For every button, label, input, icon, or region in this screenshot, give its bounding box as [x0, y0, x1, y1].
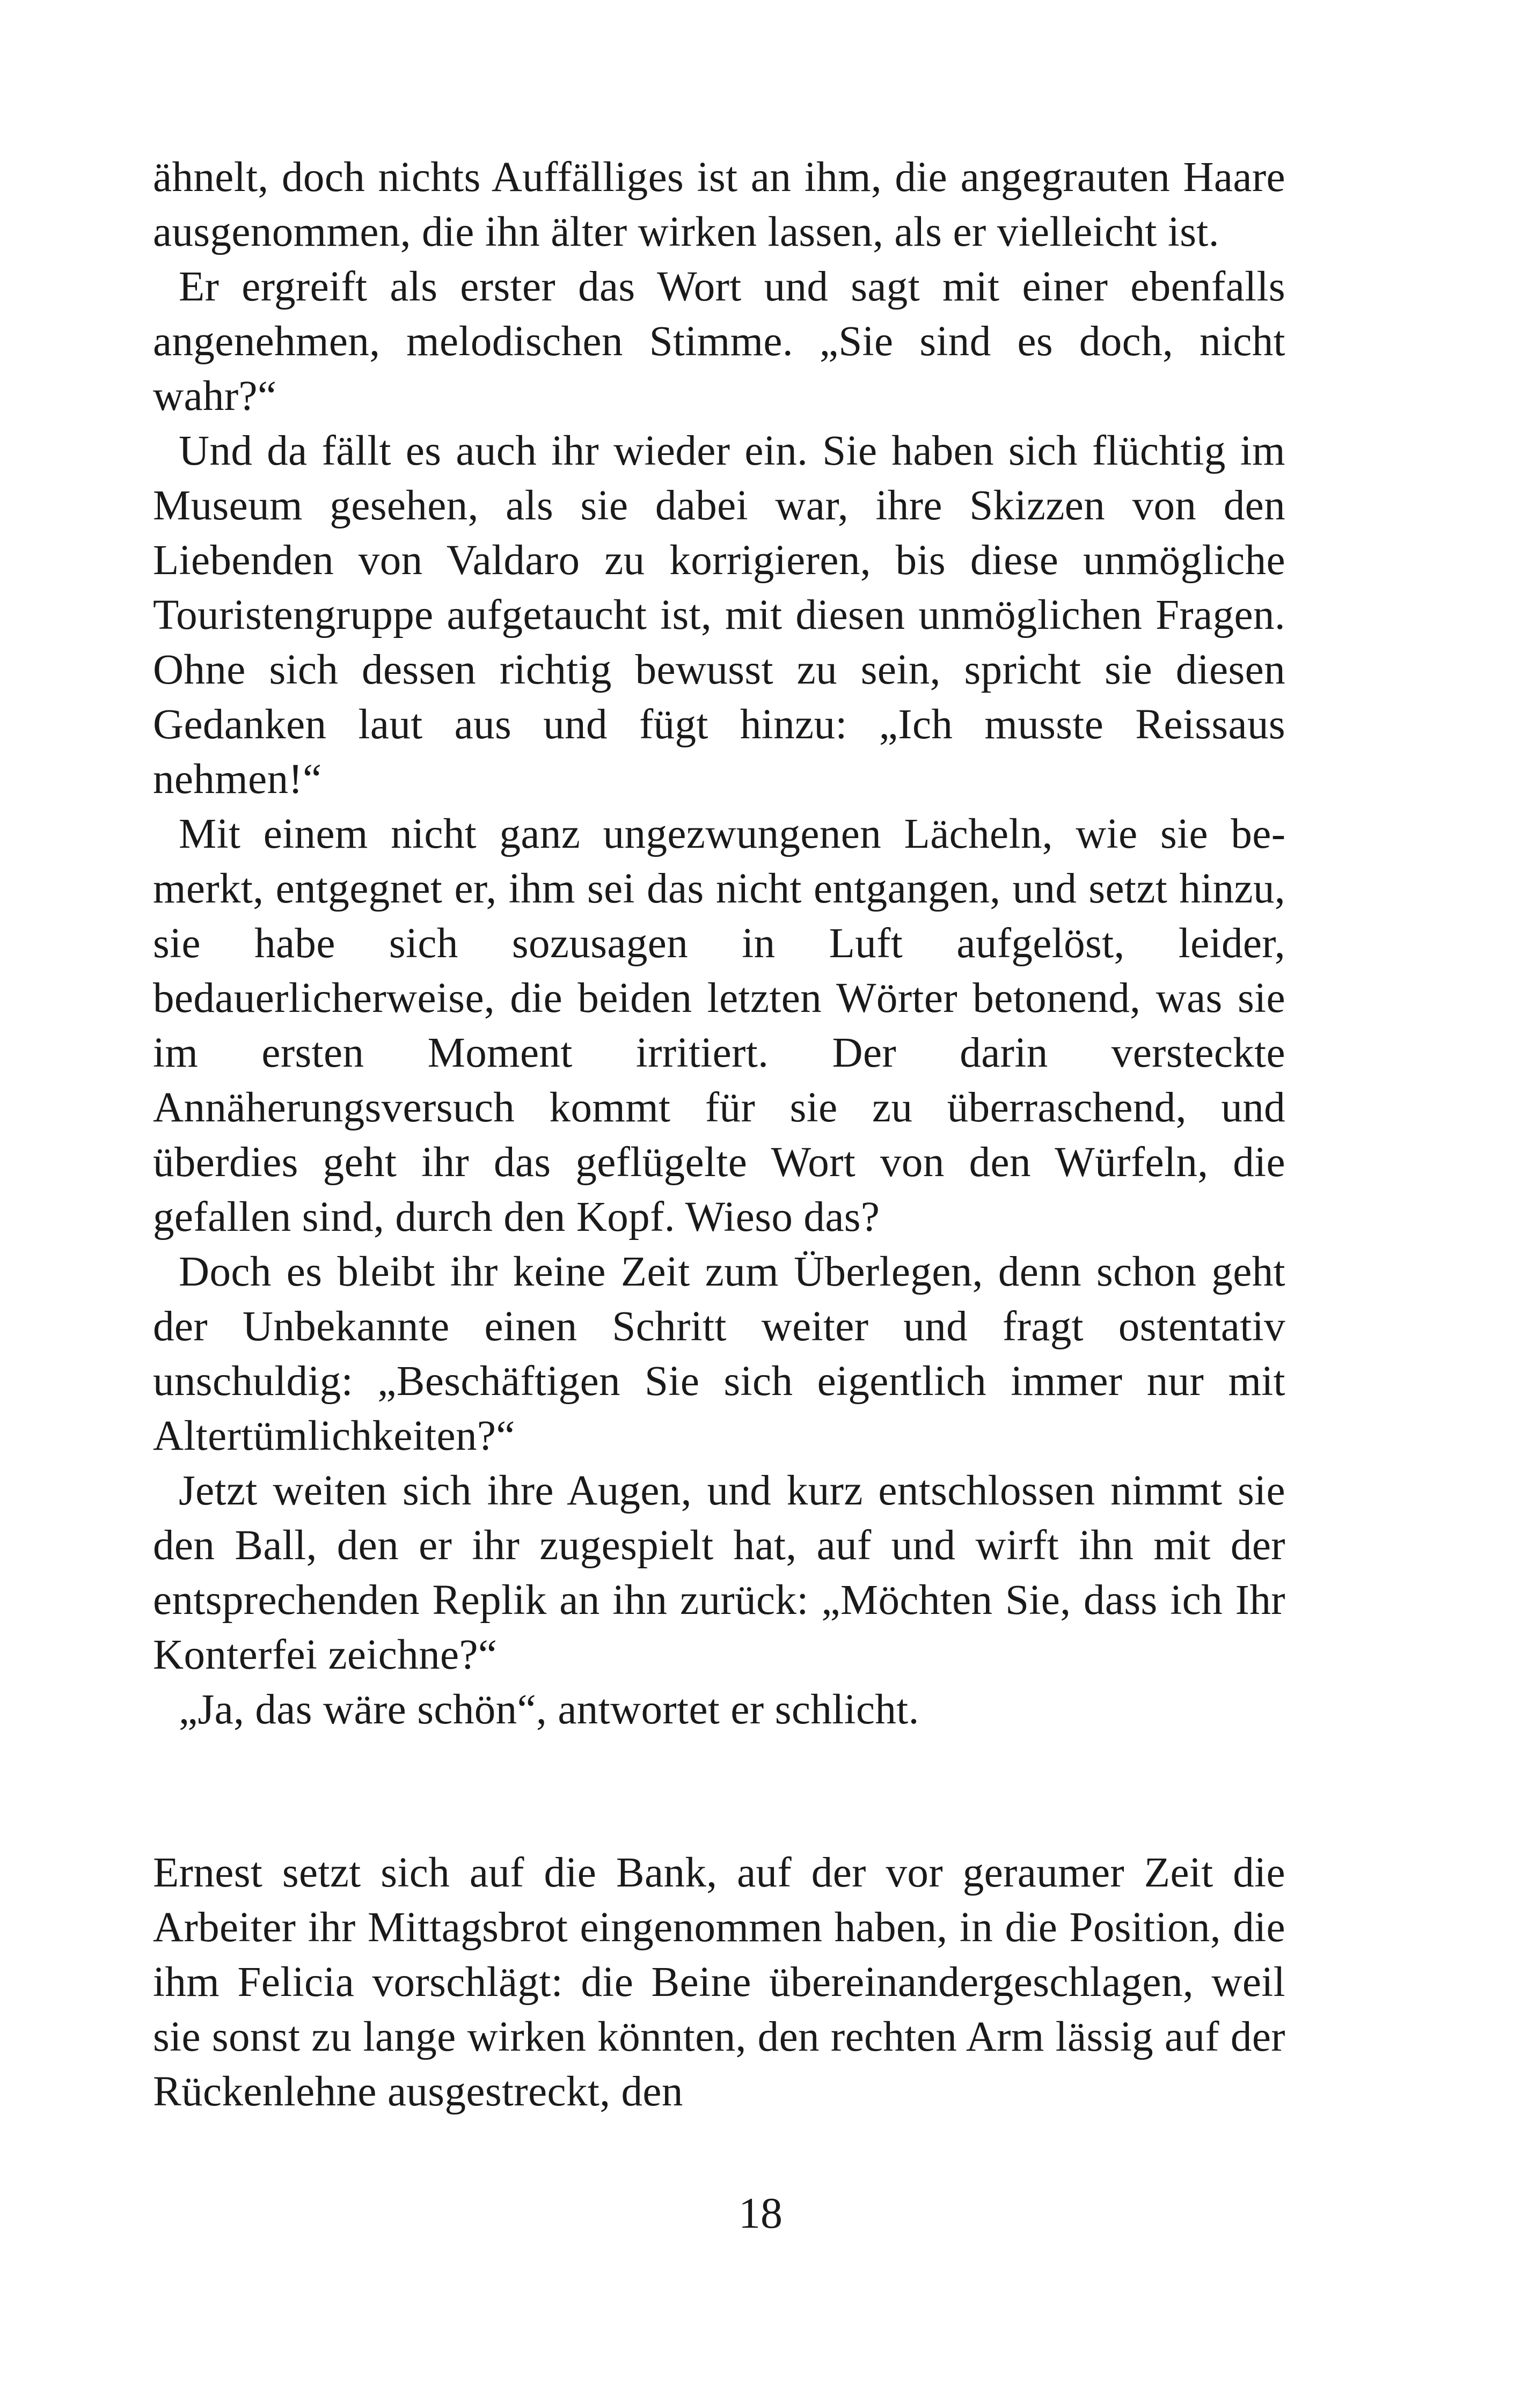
paragraph: Er ergreift als erster das Wort und sagt mit einer ebenfalls angenehmen, melodischen Stimme. „Sie sind es doch, nicht wahr?“ — [153, 263, 1285, 420]
paragraph: Ernest setzt sich auf die Bank, auf der vor geraumer Zeit die Arbeiter ihr Mittagsbrot eingenommen haben, in die Position, die ihm Felicia vorschlägt: die Beine übereinandergeschlagen, weil sie sonst zu lange wirken könnten, den rechten Arm lässig auf der Rückenlehne ausgestreckt, den — [153, 1849, 1285, 2115]
paragraph: Und da fällt es auch ihr wieder ein. Sie haben sich flüchtig im Museum gesehen, als sie dabei war, ihre Skizzen von den Liebenden von Valdaro zu korrigieren, bis diese unmögliche Touristengruppe aufgetaucht ist, mit diesen unmöglichen Fragen. Ohne sich dessen richtig bewusst zu sein, spricht sie diesen Gedanken laut aus und fügt hinzu: „Ich musste Reissaus nehmen!“ — [153, 428, 1285, 803]
text-block-bottom — [153, 1846, 1285, 2119]
paragraph: Mit einem nicht ganz ungezwungenen Lächeln, wie sie bemerkt, entgegnet er, ihm sei das nicht entgangen, und setzt hinzu, sie habe sich sozusagen in Luft aufgelöst, leider, bedauerlicherweise, die beiden letzten Wörter betonend, was sie im ersten Moment irritiert. Der darin versteckte Annäherungsversuch kommt für sie zu überraschend, und überdies geht ihr das geflügelte Wort von den Würfeln, die gefallen sind, durch den Kopf. Wieso das? — [153, 811, 1285, 1240]
paragraph: ähnelt, doch nichts Auffälliges ist an ihm, die angegrauten Haare ausgenommen, die ihn älter wirken lassen, als er vielleicht ist. — [153, 154, 1285, 255]
paragraph: „Ja, das wäre schön“, antwortet er schlicht. — [179, 1686, 919, 1733]
paragraph: Jetzt weiten sich ihre Augen, und kurz entschlossen nimmt sie den Ball, den er ihr zugespielt hat, auf und wirft ihn mit der entsprechenden Replik an ihn zurück: „Möchten Sie, dass ich Ihr Konterfei zeichne?“ — [153, 1467, 1285, 1678]
paragraph: Doch es bleibt ihr keine Zeit zum Überlegen, denn schon geht der Unbekannte einen Schritt weiter und fragt ostentativ unschuldig: „Beschäftigen Sie sich eigentlich immer nur mit Altertümlichkeiten?“ — [153, 1249, 1285, 1459]
text-block-top — [153, 150, 1285, 1737]
page-number: 18 — [738, 2189, 783, 2237]
